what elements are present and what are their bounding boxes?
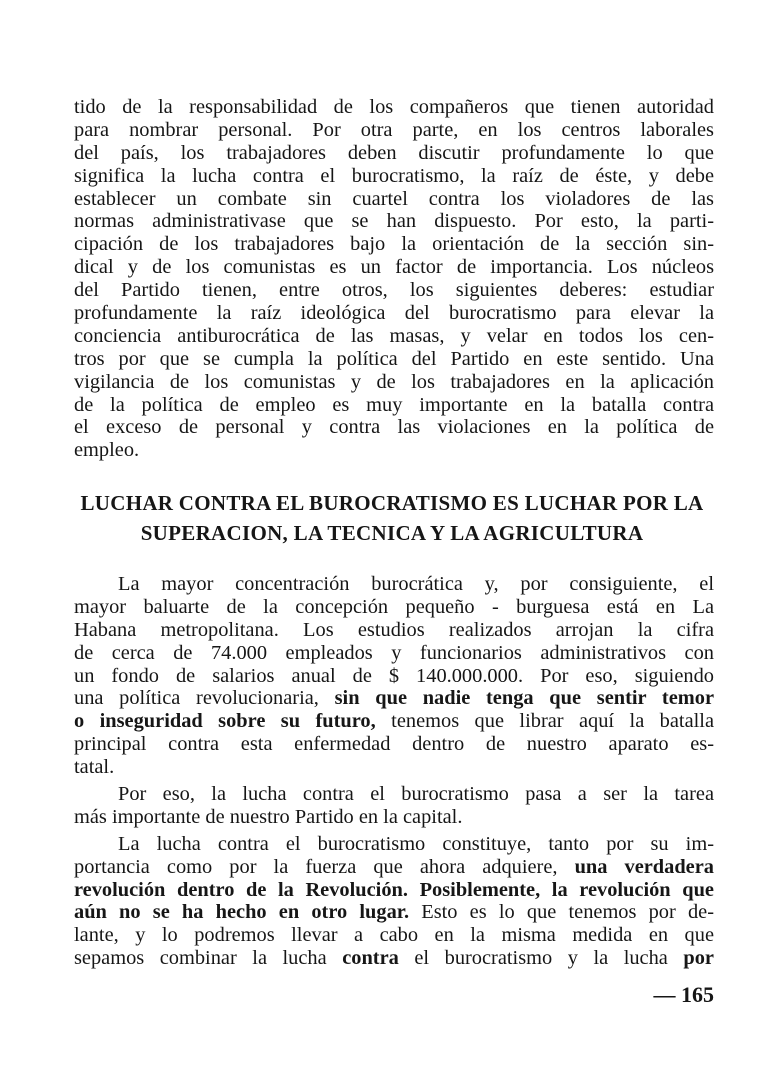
text-line: vigilancia de los comunistas y de los trabajadores en la aplicación — [74, 370, 714, 393]
text-line — [74, 856, 714, 879]
paragraph — [74, 573, 714, 779]
text-line: mayor baluarte de la concepción pequeño - burguesa está en La — [74, 595, 714, 618]
text-line: un fondo de salarios anual de $ 140.000.000. Por eso, siguiendo — [74, 664, 714, 687]
text-line: para nombrar personal. Por otra parte, en los centros laborales — [74, 118, 714, 141]
continued-paragraph — [74, 96, 714, 462]
text-line: principal contra esta enfermedad dentro de nuestro aparato es- — [74, 733, 714, 756]
text-line: el exceso de personal y contra las violaciones en la política de — [74, 416, 714, 439]
paragraph — [74, 783, 714, 829]
text-line: tido de la responsabilidad de los compañeros que tienen autoridad — [74, 96, 714, 118]
text-run: portancia como por la fuerza que ahora adquiere, — [74, 855, 558, 878]
section-heading-line: SUPERACION, LA TECNICA Y LA AGRICULTURA — [140, 521, 644, 545]
page-number: — 165 — [653, 982, 714, 1007]
text-line: de cerca de 74.000 empleados y funcionarios administrativos con — [74, 641, 714, 664]
section-heading-line: LUCHAR CONTRA EL BUROCRATISMO ES LUCHAR POR LA — [80, 491, 704, 515]
text-run: el burocratismo y la lucha — [414, 947, 668, 970]
text-run: sepamos combinar la lucha — [74, 947, 327, 970]
text-line: La lucha contra el burocratismo constituye, tanto por su im- — [118, 832, 714, 855]
text-line — [74, 947, 714, 970]
text-line: profundamente la raíz ideológica del burocratismo para elevar la — [74, 302, 714, 325]
text-line — [74, 879, 714, 902]
text-line: Por eso, la lucha contra el burocratismo pasa a ser la tarea — [118, 783, 714, 806]
bold-phrase: revolución dentro de la Revolución. Posiblemente, la revolución que — [74, 878, 714, 901]
text-line — [74, 901, 714, 924]
text-line: cipación de los trabajadores bajo la orientación de la sección sin- — [74, 233, 714, 256]
text-line: más importante de nuestro Partido en la capital. — [74, 805, 463, 828]
bold-phrase: sin que nadie tenga que sentir temor — [334, 687, 715, 710]
text-line: de la política de empleo es muy importante en la batalla contra — [74, 393, 714, 416]
text-line: del país, los trabajadores deben discutir profundamente lo que — [74, 141, 714, 164]
text-line: significa la lucha contra el burocratismo, la raíz de éste, y debe — [74, 164, 714, 187]
text-line: Habana metropolitana. Los estudios realizados arrojan la cifra — [74, 618, 714, 641]
bold-phrase: contra — [342, 947, 399, 970]
text-line — [74, 687, 714, 710]
text-line: del Partido tienen, entre otros, los siguientes deberes: estudiar — [74, 279, 714, 302]
bold-phrase: por — [683, 947, 714, 970]
text-line: tatal. — [74, 756, 115, 779]
text-run: Esto es lo que tenemos por de- — [421, 901, 714, 924]
text-line: establecer un combate sin cuartel contra los violadores de las — [74, 187, 714, 210]
text-line: conciencia antiburocrática de las masas, y velar en todos los cen- — [74, 324, 714, 347]
paragraph — [74, 833, 714, 970]
text-run: una política revolucionaria, — [74, 687, 319, 710]
bold-phrase: aún no se ha hecho en otro lugar. — [74, 901, 410, 924]
text-line: normas administrativase que se han dispuesto. Por esto, la parti- — [74, 210, 714, 233]
bold-phrase: o inseguridad sobre su futuro, — [74, 710, 376, 733]
text-run: tenemos que librar aquí la batalla — [391, 710, 715, 733]
text-line: tros por que se cumpla la política del Partido en este sentido. Una — [74, 347, 714, 370]
section-heading — [60, 488, 724, 548]
text-line: La mayor concentración burocrática y, por consiguiente, el — [118, 573, 714, 595]
text-line: empleo. — [74, 439, 140, 462]
text-line: lante, y lo podremos llevar a cabo en la misma medida en que — [74, 924, 714, 947]
bold-phrase: una verdadera — [574, 855, 714, 878]
text-line: dical y de los comunistas es un factor de importancia. Los núcleos — [74, 256, 714, 279]
text-line — [74, 710, 714, 733]
section-body — [74, 573, 714, 974]
